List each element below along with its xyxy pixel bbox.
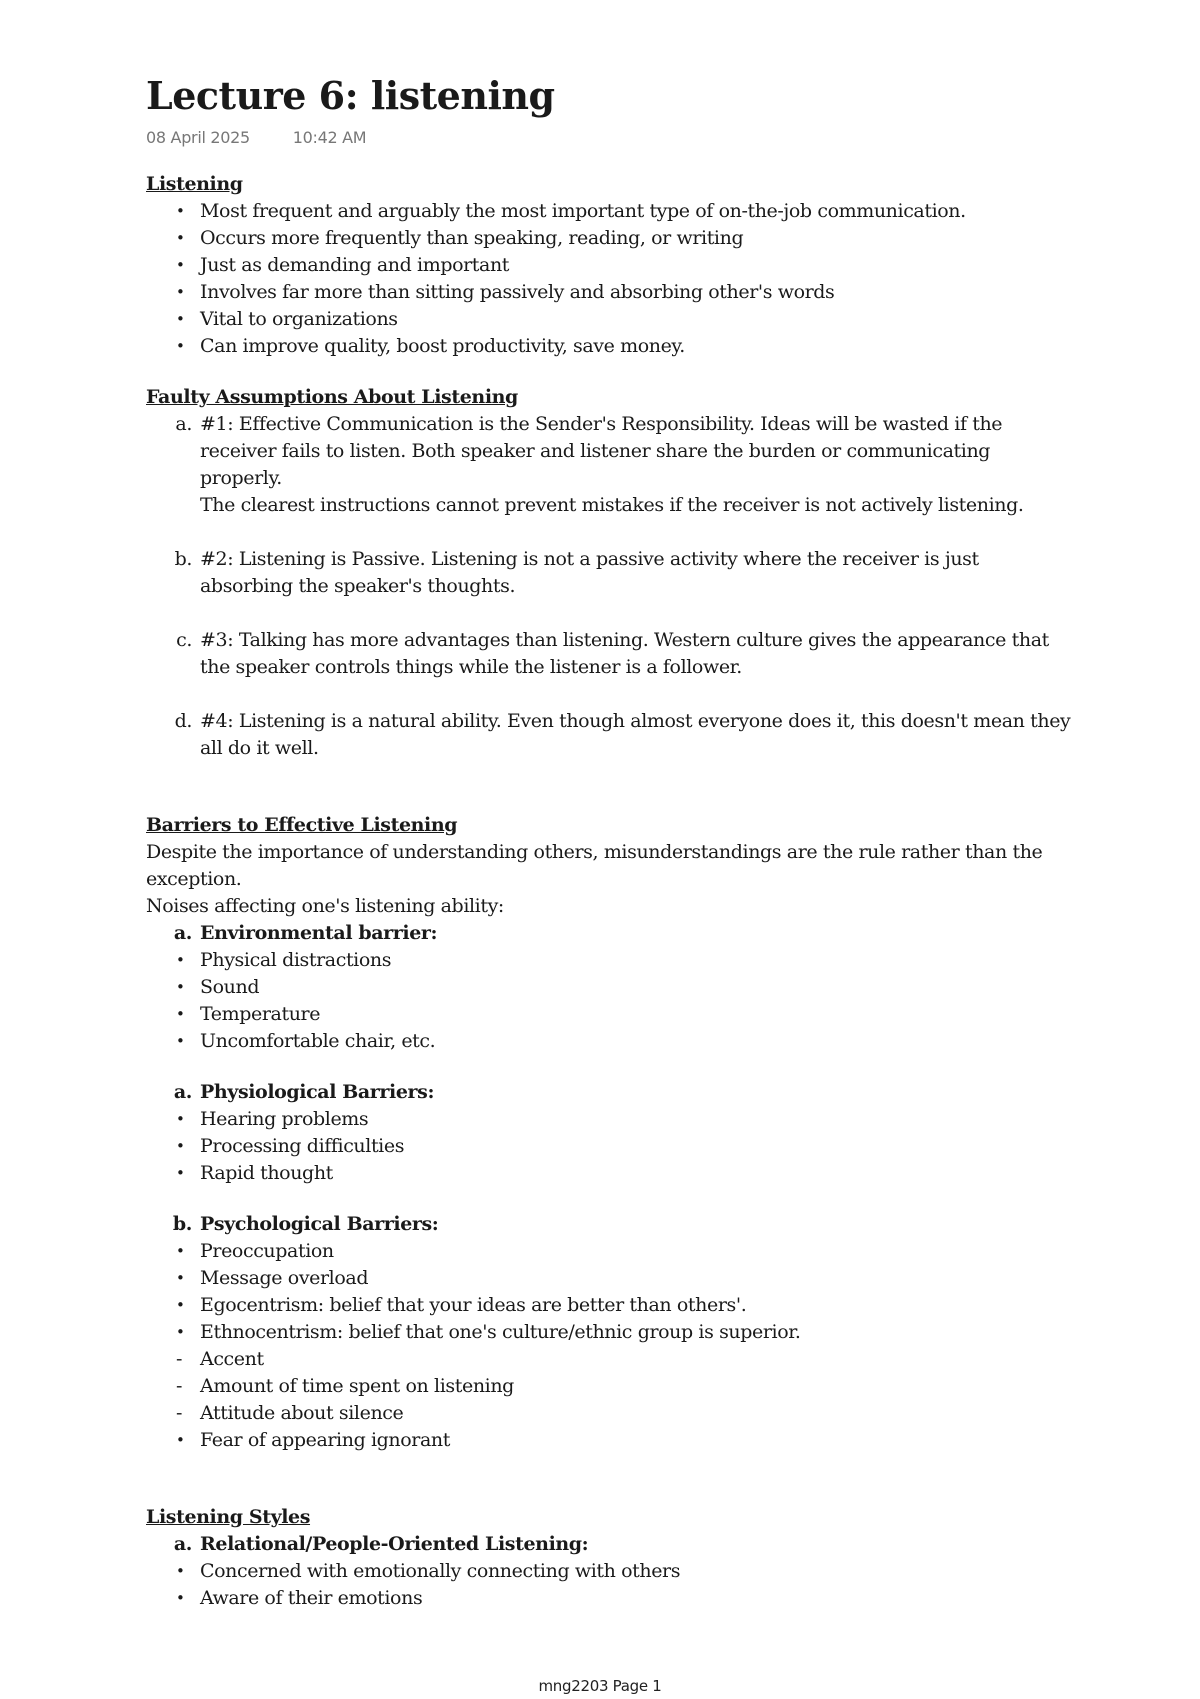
list-item-text: #4: Listening is a natural ability. Even though almost everyone does it, this doesn't mean they all do it well. [200, 710, 1071, 759]
list-item: • Occurs more frequently than speaking, reading, or writing [200, 225, 1076, 252]
psychological-dash-list [146, 1346, 1076, 1427]
list-item: • Physical distractions [200, 947, 1076, 974]
list-item: • Aware of their emotions [200, 1585, 1076, 1612]
list-item: - Amount of time spent on listening [200, 1373, 1076, 1400]
psychological-list [146, 1238, 1076, 1346]
list-item: • Vital to organizations [200, 306, 1076, 333]
environmental-heading-list [146, 920, 1076, 947]
list-marker: c. [176, 629, 192, 651]
list-item: • Ethnocentrism: belief that one's culture/ethnic group is superior. [200, 1319, 1076, 1346]
list-item: • Fear of appearing ignorant [200, 1427, 1076, 1454]
note-page [146, 66, 1076, 1612]
subheading-relational: a. Relational/People-Oriented Listening: [200, 1531, 1076, 1558]
relational-list [146, 1558, 1076, 1612]
section-heading-barriers: Barriers to Effective Listening [146, 814, 458, 836]
list-marker: a. [173, 1533, 192, 1555]
note-metadata [146, 128, 1076, 147]
list-spacer [200, 519, 1076, 546]
faulty-list [146, 411, 1076, 762]
list-item: • Processing difficulties [200, 1133, 1076, 1160]
list-marker: b. [172, 1213, 192, 1235]
section-faulty-assumptions [146, 384, 1076, 762]
physiological-heading-list [146, 1079, 1076, 1106]
list-item [174, 708, 1076, 762]
list-spacer [200, 681, 1076, 708]
list-item-extra: The clearest instructions cannot prevent mistakes if the receiver is not actively listening. [200, 494, 1024, 516]
list-marker: a. [173, 922, 192, 944]
section-listening [146, 171, 1076, 360]
list-spacer [200, 600, 1076, 627]
list-item: • Can improve quality, boost productivity, save money. [200, 333, 1076, 360]
section-heading-listening: Listening [146, 173, 243, 195]
list-marker: a. [175, 413, 192, 435]
page-footer: mng2203 Page 1 [538, 1677, 662, 1695]
list-marker: a. [173, 1081, 192, 1103]
list-item: • Preoccupation [200, 1238, 1076, 1265]
list-item: • Message overload [200, 1265, 1076, 1292]
list-item [176, 627, 1076, 681]
list-item: • Hearing problems [200, 1106, 1076, 1133]
psychological-heading-list [146, 1211, 1076, 1238]
section-heading-styles: Listening Styles [146, 1506, 311, 1528]
barriers-intro: Despite the importance of understanding others, misunderstandings are the rule rather than the exception. [146, 841, 1043, 890]
list-item: - Accent [200, 1346, 1076, 1373]
list-item: • Just as demanding and important [200, 252, 1076, 279]
list-marker: b. [174, 548, 192, 570]
list-marker: d. [174, 710, 192, 732]
subheading-psychological: b. Psychological Barriers: [200, 1211, 1076, 1238]
physiological-list [146, 1106, 1076, 1187]
subheading-physiological: a. Physiological Barriers: [200, 1079, 1076, 1106]
list-item: • Involves far more than sitting passively and absorbing other's words [200, 279, 1076, 306]
list-item-text: #3: Talking has more advantages than listening. Western culture gives the appearance that the speaker controls things while the listener is a follower. [200, 629, 1049, 678]
relational-heading-list [146, 1531, 1076, 1558]
list-item: • Uncomfortable chair, etc. [200, 1028, 1076, 1055]
list-item: • Most frequent and arguably the most important type of on-the-job communication. [200, 198, 1076, 225]
list-item: • Temperature [200, 1001, 1076, 1028]
environmental-list [146, 947, 1076, 1055]
page-title: Lecture 6: listening [146, 73, 555, 118]
list-item [174, 546, 1076, 600]
list-item: • Sound [200, 974, 1076, 1001]
list-item: • Concerned with emotionally connecting with others [200, 1558, 1076, 1585]
psychological-last-list [146, 1427, 1076, 1454]
list-item [175, 411, 1076, 519]
section-listening-styles [146, 1504, 1076, 1612]
subheading-environmental: a. Environmental barrier: [200, 920, 1076, 947]
list-item-text: #2: Listening is Passive. Listening is not a passive activity where the receiver is just absorbing the speaker's thoughts. [200, 548, 979, 597]
section-heading-faulty: Faulty Assumptions About Listening [146, 386, 518, 408]
note-time: 10:42 AM [292, 128, 367, 147]
note-date: 08 April 2025 [146, 128, 250, 147]
listening-list [146, 198, 1076, 360]
list-item: • Egocentrism: belief that your ideas are better than others'. [200, 1292, 1076, 1319]
list-item-text: #1: Effective Communication is the Sender's Responsibility. Ideas will be wasted if the receiver fails to listen. Both speaker and listener share the burden or communicating properly. [200, 413, 1003, 489]
list-item: • Rapid thought [200, 1160, 1076, 1187]
barriers-noises: Noises affecting one's listening ability: [146, 895, 504, 917]
section-barriers [146, 812, 1076, 1454]
list-item: - Attitude about silence [200, 1400, 1076, 1427]
